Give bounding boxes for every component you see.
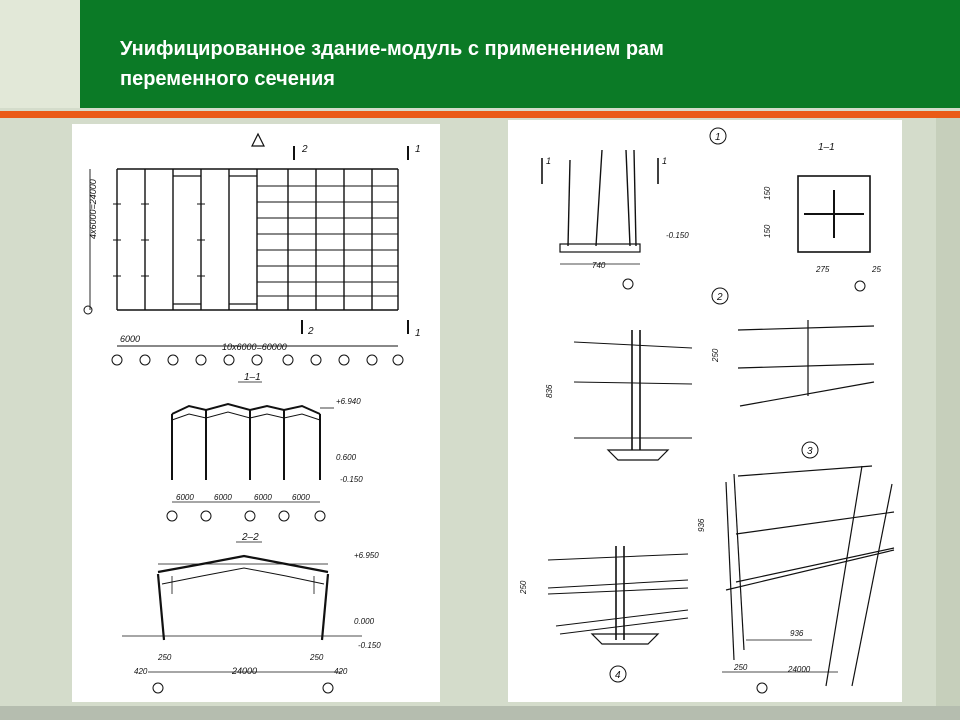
section-right-dim-b: 150 (763, 224, 772, 238)
node-2-dim-height: 836 (545, 384, 554, 398)
section-2-2-dim-right: 250 (310, 653, 324, 662)
section-1-1 (167, 372, 363, 521)
section-1-1-elev-top: +6.940 (336, 397, 361, 406)
section-1-1-elev-bottom: -0.150 (340, 475, 363, 484)
section-right-dim-a: 150 (763, 186, 772, 200)
node-1-section-mark-right: 1 (662, 156, 668, 166)
node-1-elev: -0.150 (666, 231, 689, 240)
node-2 (545, 288, 874, 460)
left-decor-band (0, 0, 80, 108)
node-3-dim-offset: 250 (734, 663, 748, 672)
node-3-label: 3 (807, 446, 813, 457)
node-1-section (763, 142, 881, 291)
node-1-label: 1 (715, 132, 721, 143)
section-2-2-elev-bottom: -0.150 (358, 641, 381, 650)
node-4-label: 4 (615, 670, 621, 681)
section-1-1-dim-3: 6000 (254, 493, 272, 502)
section-2-2-elev-mid: 0.000 (354, 617, 375, 626)
node-4 (519, 546, 688, 682)
section-2-2-offset-left: 420 (134, 667, 148, 676)
section-2-2 (122, 532, 381, 693)
drawing-panel-right (508, 120, 902, 702)
drawing-right-svg (508, 120, 902, 702)
drawing-panel-left (72, 124, 440, 702)
node-2-dim-side: 250 (711, 348, 720, 362)
section-right-1-1-label: 1–1 (818, 142, 835, 153)
node-2-label: 2 (717, 292, 723, 303)
plan-section-mark-top: 2 (302, 144, 308, 155)
node-1 (542, 128, 726, 289)
section-1-1-dim-1: 6000 (176, 493, 194, 502)
node-3 (697, 442, 894, 693)
section-1-1-elev-mid: 0.600 (336, 453, 357, 462)
slide-title (120, 34, 920, 94)
plan-drawing (84, 134, 421, 365)
slide-title-line-2: переменного сечения (120, 68, 335, 90)
node-3-dim-height: 936 (697, 518, 706, 532)
section-1-1-label: 1–1 (244, 372, 261, 383)
plan-dim-total: 10х6000=60000 (222, 342, 287, 352)
plan-section-mark-right-top: 1 (415, 144, 421, 155)
slide-header (80, 0, 960, 108)
section-2-2-span: 24000 (232, 666, 258, 676)
plan-section-mark-bottom: 2 (308, 326, 314, 337)
section-1-1-dim-2: 6000 (214, 493, 232, 502)
node-3-dim-span: 24000 (788, 665, 811, 674)
section-2-2-dim-left: 250 (158, 653, 172, 662)
plan-section-mark-right-bottom: 1 (415, 328, 421, 339)
node-3-dim-base: 936 (790, 629, 804, 638)
section-1-1-dim-4: 6000 (292, 493, 310, 502)
section-2-2-label: 2–2 (242, 532, 259, 543)
section-2-2-elev-top: +6.950 (354, 551, 379, 560)
drawing-left-svg (72, 124, 440, 702)
slide-title-line-1: Унифицированное здание-модуль с применением рам (120, 38, 664, 60)
node-1-section-mark-left: 1 (546, 156, 552, 166)
section-2-2-offset-right: 420 (334, 667, 348, 676)
section-right-dim-c: 275 (816, 265, 830, 274)
node-4-dim-height: 250 (519, 580, 528, 594)
right-decor-strip (936, 118, 960, 706)
plan-dim-bay: 6000 (120, 334, 141, 344)
node-1-dim: 740 (592, 261, 606, 270)
accent-rule (0, 111, 960, 118)
bottom-decor-strip (0, 706, 960, 720)
section-right-dim-d: 25 (872, 265, 881, 274)
plan-dim-vertical: 4х6000=24000 (88, 179, 98, 239)
